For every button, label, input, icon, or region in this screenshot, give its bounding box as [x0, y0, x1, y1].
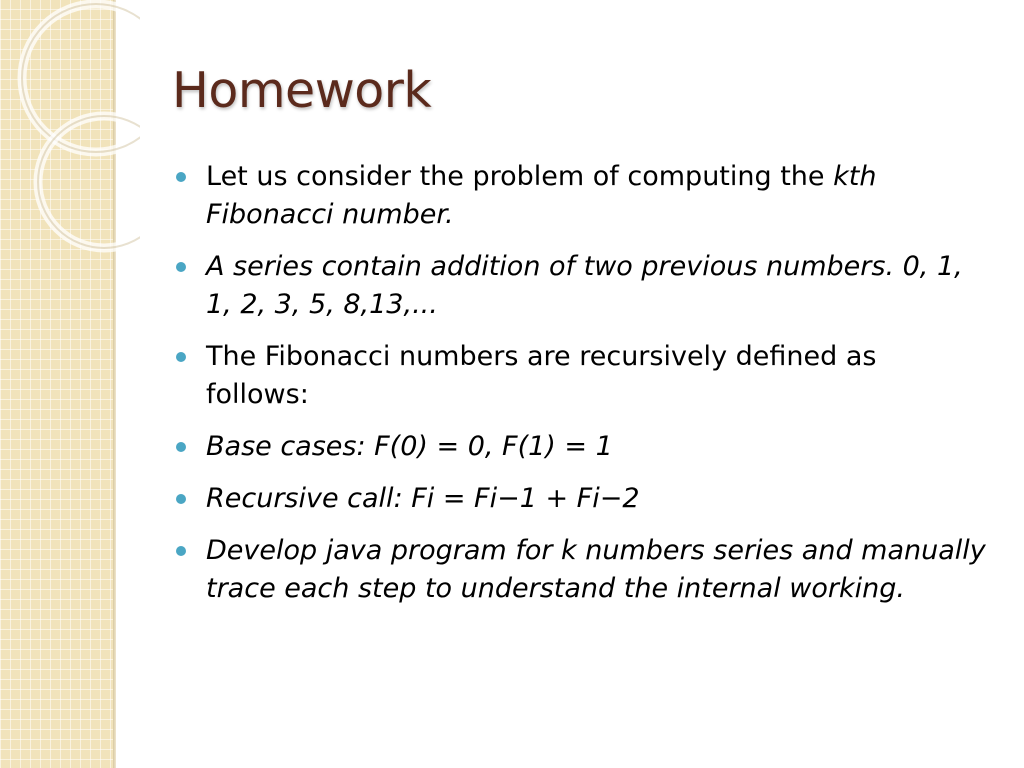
- bullet-text-italic: kth Fibonacci number.: [206, 161, 877, 230]
- bullet-dot: [176, 442, 186, 452]
- bullet-item-fibonacci-problem: [176, 158, 986, 234]
- bullet-text: [206, 158, 986, 234]
- bullet-item-recursive-definition: [176, 338, 986, 414]
- bullet-dot: [176, 352, 186, 362]
- slide-title: Homework: [172, 62, 432, 119]
- bullet-text-regular: Let us consider the problem of computing the: [206, 161, 825, 192]
- bullet-item-java-assignment: [176, 532, 986, 608]
- bullet-dot: [176, 546, 186, 556]
- bullet-text: Base cases: F(0) = 0, F(1) = 1: [206, 431, 613, 462]
- bullet-item-recursive-call: [176, 480, 986, 518]
- bullet-item-series-definition: [176, 248, 986, 324]
- bullet-dot: [176, 494, 186, 504]
- bullet-item-base-cases: [176, 428, 986, 466]
- bullet-text: A series contain addition of two previous numbers. 0, 1, 1, 2, 3, 5, 8,13,...: [206, 251, 963, 320]
- decorative-rings-graphic: [0, 0, 140, 330]
- bullet-text: Recursive call: Fi = Fi−1 + Fi−2: [206, 483, 640, 514]
- bullet-text: The Fibonacci numbers are recursively defined as follows:: [206, 341, 877, 410]
- bullet-text: Develop java program for k numbers series and manually trace each step to understand the internal working.: [206, 535, 986, 604]
- bullet-dot: [176, 262, 186, 272]
- bullet-list: [176, 158, 986, 622]
- bullet-dot: [176, 172, 186, 182]
